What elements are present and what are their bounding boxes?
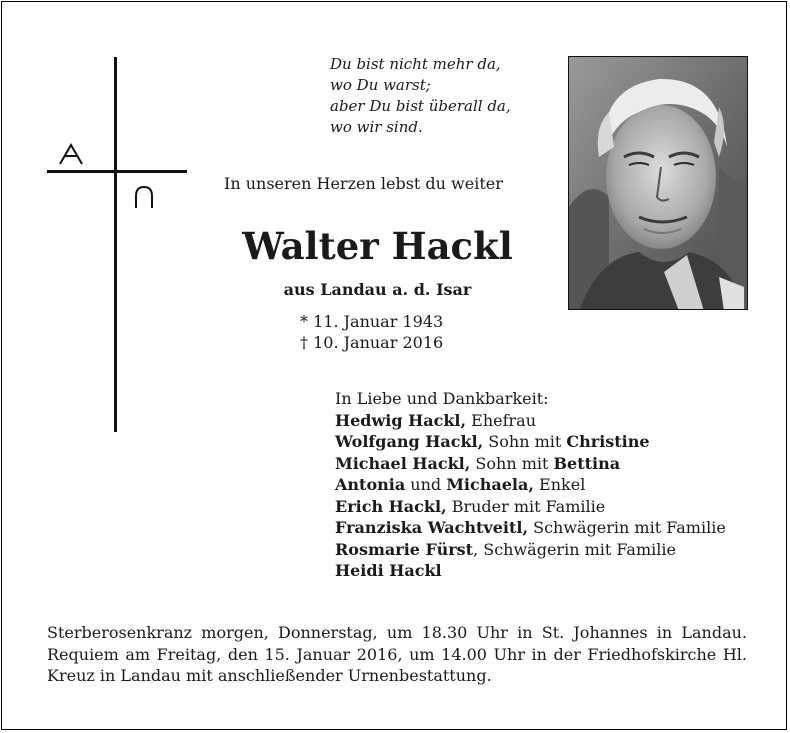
mourner-name: Michael Hackl, (335, 453, 471, 473)
mourner-relation: Bruder mit Familie (446, 496, 606, 516)
mourner-relation: Sohn mit (483, 432, 567, 451)
cross-horizontal-bar (47, 170, 187, 173)
mourner-name: Heidi Hackl (335, 561, 442, 580)
portrait-image (569, 57, 748, 310)
mourner-relation: Enkel (533, 475, 586, 494)
life-dates (300, 311, 443, 353)
mourner-name: Antonia (335, 475, 406, 494)
heart-line: In unseren Herzen lebst du weiter (224, 174, 503, 193)
mourner-relation: Ehefrau (466, 410, 537, 430)
mourner-entry (335, 496, 726, 518)
portrait-photo (568, 56, 748, 310)
mourner-relation: Schwägerin mit Familie (528, 518, 726, 537)
poem (330, 54, 511, 138)
cross-vertical-bar (114, 57, 117, 432)
mourner-name: Michaela, (446, 475, 534, 494)
mourner-entry (335, 539, 726, 561)
alpha-icon (58, 142, 84, 166)
poem-line: wo Du warst; (330, 76, 431, 94)
mourner-entry (335, 431, 726, 453)
mourners-intro: In Liebe und Dankbarkeit: (335, 389, 549, 408)
mourner-relation: , Schwägerin mit Familie (473, 539, 676, 559)
mourner-partner: Bettina (553, 453, 621, 473)
mourner-name: Hedwig Hackl, (335, 410, 467, 430)
mourner-name: Erich Hackl, (335, 496, 447, 516)
poem-line: Du bist nicht mehr da, (330, 55, 501, 73)
mourner-partner: Christine (566, 432, 650, 451)
obituary-notice (1, 1, 787, 730)
death-date: † 10. Januar 2016 (300, 333, 444, 352)
mourner-name: Franziska Wachtveitl, (335, 518, 529, 537)
deceased-name: Walter Hackl (242, 224, 513, 268)
mourners-list (335, 388, 726, 582)
mourner-relation: Sohn mit (470, 453, 554, 473)
mourner-name: Rosmarie Fürst (335, 539, 474, 559)
mourner-entry (335, 560, 726, 582)
mourner-entry (335, 410, 726, 432)
poem-line: wo wir sind. (330, 118, 423, 136)
funeral-notice: Sterberosenkranz morgen, Donnerstag, um 18.30 Uhr in St. Johannes in Landau. Requiem am Freitag, den 15. Januar 2016, um 14.00 Uhr in der Friedhofskirche Hl. Kreuz in Landau mit anschließender Urnenbestattung. (47, 623, 747, 685)
mourner-entry (335, 517, 726, 539)
poem-line: aber Du bist überall da, (330, 97, 511, 115)
mourner-conjunction: und (405, 475, 447, 494)
mourner-entry (335, 453, 726, 475)
birth-date: * 11. Januar 1943 (300, 312, 444, 331)
mourner-name: Wolfgang Hackl, (335, 432, 484, 451)
omega-icon (132, 184, 156, 210)
origin: aus Landau a. d. Isar (283, 280, 472, 299)
mourner-entry (335, 474, 726, 496)
